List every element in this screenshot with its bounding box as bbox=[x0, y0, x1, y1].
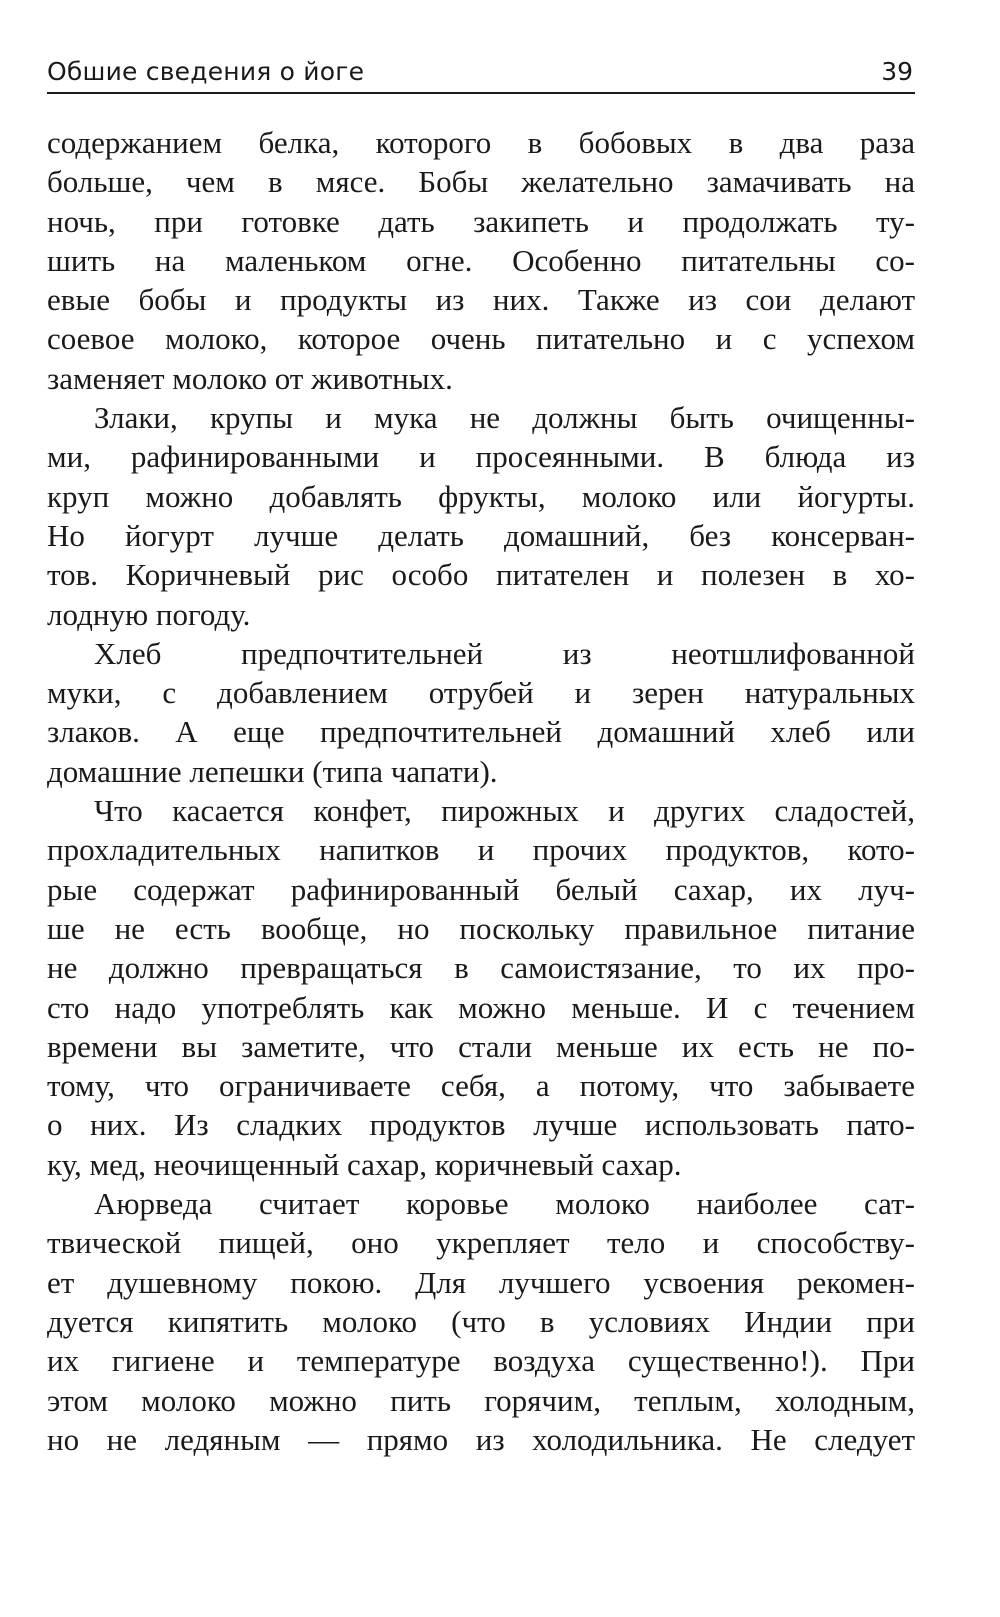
paragraph-3 bbox=[47, 634, 915, 791]
text-line: ше не есть вообще, но поскольку правильное питание bbox=[47, 910, 915, 946]
text-line: соевое молоко, которое очень питательно и с успехом bbox=[47, 321, 915, 357]
text-line: Что касается конфет, пирожных и других сладостей, bbox=[94, 793, 915, 829]
text-line: больше, чем в мясе. Бобы желательно замачивать на bbox=[47, 164, 915, 200]
paragraph-4 bbox=[47, 791, 915, 1184]
running-header bbox=[47, 50, 915, 94]
text-line: дуется кипятить молоко (что в условиях Индии при bbox=[47, 1303, 915, 1339]
text-line: Хлеб предпочтительней из неотшлифованной bbox=[94, 635, 915, 671]
text-line: рые содержат рафинированный белый сахар, их луч- bbox=[47, 871, 915, 907]
text-line: муки, с добавлением отрубей и зерен натуральных bbox=[47, 675, 915, 711]
text-line: этом молоко можно пить горячим, теплым, холодным, bbox=[47, 1382, 915, 1418]
text-line: круп можно добавлять фрукты, молоко или йогурты. bbox=[47, 478, 915, 514]
text-line: Но йогурт лучше делать домашний, без консерван- bbox=[47, 517, 915, 553]
body-text bbox=[47, 123, 915, 1459]
text-line: времени вы заметите, что стали меньше их есть не по- bbox=[47, 1028, 915, 1064]
text-line: Аюрведа считает коровье молоко наиболее сат- bbox=[94, 1186, 915, 1222]
text-line: но не ледяным — прямо из холодильника. Не следует bbox=[47, 1421, 915, 1457]
text-line: твической пищей, оно укрепляет тело и способству- bbox=[47, 1225, 915, 1261]
text-line: содержанием белка, которого в бобовых в два раза bbox=[47, 125, 915, 160]
text-line: евые бобы и продукты из них. Также из сои делают bbox=[47, 282, 915, 318]
text-line: прохладительных напитков и прочих продуктов, кото- bbox=[47, 832, 915, 868]
paragraph-2 bbox=[47, 398, 915, 634]
text-line: не должно превращаться в самоистязание, то их про- bbox=[47, 950, 915, 986]
text-line: ми, рафинированными и просеянными. В блюда из bbox=[47, 439, 915, 475]
text-line: тов. Коричневый рис особо питателен и полезен в хо- bbox=[47, 557, 915, 593]
running-title: Обшие сведения о йоге bbox=[47, 57, 365, 86]
text-line: сто надо употреблять как можно меньше. И с течением bbox=[47, 989, 915, 1025]
text-line: Злаки, крупы и мука не должны быть очищенны- bbox=[94, 400, 915, 436]
text-line: о них. Из сладких продуктов лучше использовать пато- bbox=[47, 1107, 915, 1143]
text-line: заменяет молоко от животных. bbox=[47, 360, 453, 396]
text-line: ет душевному покою. Для лучшего усвоения рекомен- bbox=[47, 1264, 915, 1300]
book-page bbox=[47, 0, 915, 1617]
page-number: 39 bbox=[881, 57, 913, 86]
text-line: домашние лепешки (типа чапати). bbox=[47, 753, 498, 789]
text-line: ночь, при готовке дать закипеть и продолжать ту- bbox=[47, 203, 915, 239]
text-line: ку, мед, неочищенный сахар, коричневый сахар. bbox=[47, 1146, 682, 1182]
text-line: шить на маленьком огне. Особенно питательны со- bbox=[47, 242, 915, 278]
text-line: лодную погоду. bbox=[47, 596, 251, 632]
text-line: их гигиене и температуре воздуха существенно!). При bbox=[47, 1343, 915, 1379]
paragraph-5 bbox=[47, 1184, 915, 1459]
text-line: злаков. А еще предпочтительней домашний хлеб или bbox=[47, 714, 915, 750]
text-line: тому, что ограничиваете себя, а потому, что забываете bbox=[47, 1068, 915, 1104]
paragraph-1 bbox=[47, 123, 915, 398]
